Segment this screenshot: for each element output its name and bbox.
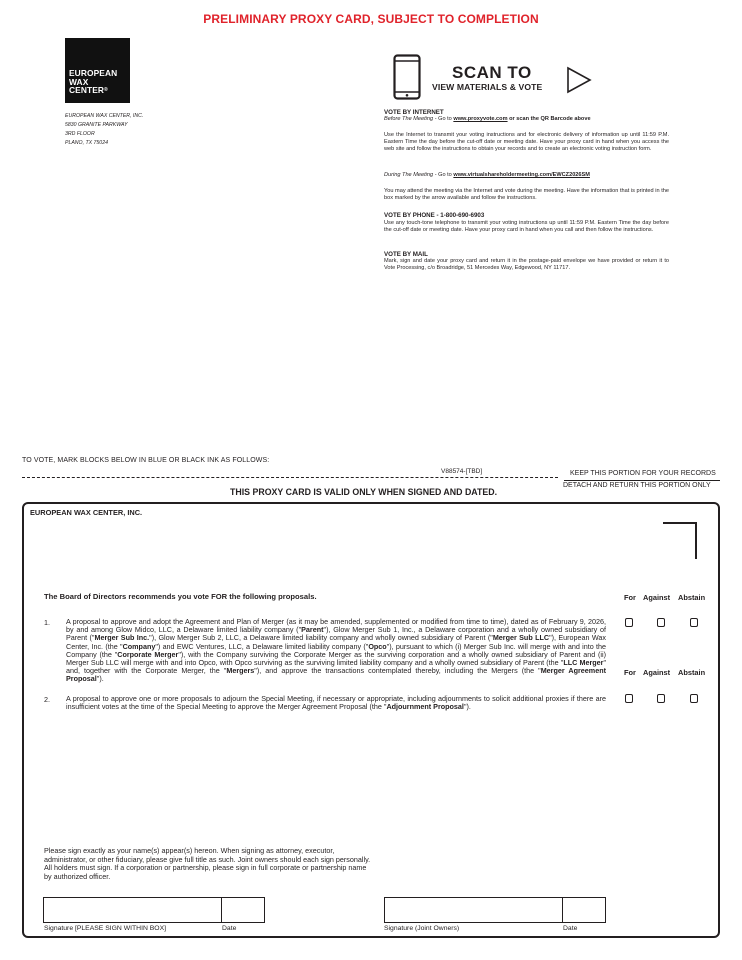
vote-mail-heading: VOTE BY MAIL	[384, 251, 428, 258]
proposal-2-abstain-checkbox[interactable]	[690, 694, 698, 703]
vote-phone-heading: VOTE BY PHONE - 1-800-690-6903	[384, 212, 485, 219]
proposal-1-against-checkbox[interactable]	[657, 618, 665, 627]
keep-divider	[564, 480, 720, 481]
scan-subtitle: VIEW MATERIALS & VOTE	[432, 82, 543, 92]
proposal-1-number: 1.	[44, 618, 50, 627]
column-abstain: Abstain	[678, 593, 706, 602]
date-label: Date	[222, 925, 237, 932]
column-against: Against	[643, 593, 671, 602]
page-title: PRELIMINARY PROXY CARD, SUBJECT TO COMPLETION	[203, 12, 539, 26]
signature-box[interactable]	[43, 897, 222, 923]
column-for: For	[624, 593, 636, 602]
company-logo	[65, 38, 130, 103]
signature-label: Signature [PLEASE SIGN WITHIN BOX]	[44, 925, 167, 932]
column-abstain: Abstain	[678, 668, 706, 677]
proposal-2-for-checkbox[interactable]	[625, 694, 633, 703]
logo-line: CENTER®	[69, 85, 108, 96]
vote-internet-text: Use the Internet to transmit your voting instructions and for electronic delivery of information up until 11:59 P.M. Eastern Time the day before the cut-off date or meeting date. Have your proxy card in hand when you access the web site and follow the instructions to obtain your records and to create an electronic voting instruction form.	[384, 132, 669, 153]
vote-mail-text: Mark, sign and date your proxy card and return it in the postage-paid envelope we have provided or return it to Vote Processing, c/o Broadridge, 51 Mercedes Way, Edgewood, NY 11717.	[384, 258, 669, 272]
phone-icon	[393, 54, 421, 100]
corner-mark	[663, 522, 697, 559]
virtual-meeting-link[interactable]: www.virtualshareholdermeeting.com/EWCZ2026SM	[453, 172, 590, 178]
keep-portion-label: KEEP THIS PORTION FOR YOUR RECORDS	[570, 470, 716, 477]
joint-signature-box[interactable]	[384, 897, 563, 923]
address-name: EUROPEAN WAX CENTER, INC.	[65, 113, 144, 119]
proposal-1-abstain-checkbox[interactable]	[690, 618, 698, 627]
valid-notice: THIS PROXY CARD IS VALID ONLY WHEN SIGNED AND DATED.	[230, 487, 498, 497]
vote-during-text: You may attend the meeting via the Internet and vote during the meeting. Have the information that is printed in the box marked by the arrow available and follow the instructions.	[384, 188, 669, 202]
logo-line: EUROPEAN	[69, 68, 118, 78]
proposal-2-against-checkbox[interactable]	[657, 694, 665, 703]
joint-date-label: Date	[563, 925, 578, 932]
registered-mark: ®	[104, 87, 108, 94]
proposal-1-text: A proposal to approve and adopt the Agreement and Plan of Merger (as it may be amended, supplemented or modified from time to time), dated as of February 9, 2026, by and among Glow Midco, LLC, a Delaware limited liability company ("Parent"), Glow Merger Sub 1, Inc., a Delaware corporation and a wholly owned subsidiary of Parent ("Merger Sub Inc."), Glow Merger Sub 2, LLC, a Delaware limited liability company and wholly owned subsidiary of Parent ("Merger Sub LLC"), European Wax Center, Inc. (the "Company") and EWC Ventures, LLC, a Delaware limited liability company ("Opco"), pursuant to which (i) Merger Sub Inc. will merge with and into the Company (the "Corporate Merger"), with the Company surviving the Corporate Merger as the surviving corporation and a wholly owned subsidiary of Parent and (ii) Merger Sub LLC will merge with and into Opco, with Opco surviving as the surviving limited liability company and a wholly owned subsidiary of Parent (the "LLC Merger" and, together with the Corporate Merger, the "Mergers"), and approve the transactions contemplated thereby, including the Mergers (the "Merger Agreement Proposal").	[66, 617, 607, 684]
company-address	[65, 112, 143, 148]
proposal-2-number: 2.	[44, 695, 50, 704]
detach-portion-label: DETACH AND RETURN THIS PORTION ONLY	[563, 482, 711, 489]
address-floor: 3RD FLOOR	[65, 131, 95, 137]
to-vote-instructions: TO VOTE, MARK BLOCKS BELOW IN BLUE OR BLACK INK AS FOLLOWS:	[22, 457, 270, 464]
control-number: V88574-[TBD]	[441, 468, 483, 475]
date-box[interactable]	[221, 897, 265, 923]
joint-signature-label: Signature (Joint Owners)	[384, 925, 460, 932]
vote-phone-text: Use any touch-tone telephone to transmit your voting instructions up until 11:59 P.M. Eastern Time the day before the cut-off date or meeting date. Have your proxy card in hand when you call and then follow the instructions.	[384, 220, 669, 234]
board-recommendation: The Board of Directors recommends you vote FOR the following proposals.	[44, 592, 317, 601]
play-arrow-icon	[566, 66, 592, 94]
signature-instructions: Please sign exactly as your name(s) appear(s) hereon. When signing as attorney, executor, administrator, or other fiduciary, please give full title as such. Joint owners should each sign personally. All holders must sign. If a corporation or partnership, please sign in full corporate or partnership name by authorized officer.	[44, 846, 371, 881]
vote-during-meeting: During The Meeting - Go to www.virtualshareholdermeeting.com/EWCZ2026SM	[384, 172, 590, 178]
address-street: 5830 GRANITE PARKWAY	[65, 122, 128, 128]
vote-internet-heading: VOTE BY INTERNET	[384, 109, 444, 116]
detach-line	[22, 477, 558, 478]
logo-line: WAX	[69, 76, 89, 87]
card-company-name: EUROPEAN WAX CENTER, INC.	[30, 508, 143, 517]
column-for: For	[624, 668, 636, 677]
column-against: Against	[643, 668, 671, 677]
scan-title: SCAN TO	[452, 63, 532, 82]
proxyvote-link[interactable]: www.proxyvote.com	[453, 116, 508, 122]
joint-date-box[interactable]	[562, 897, 606, 923]
address-city: PLANO, TX 75024	[65, 140, 108, 146]
proposal-2-text: A proposal to approve one or more proposals to adjourn the Special Meeting, if necessary or appropriate, including adjournments to solicit additional proxies if there are insufficient votes at the time of the Special Meeting to approve the Merger Agreement Proposal (the "Adjournment Proposal").	[66, 694, 606, 712]
vote-before-meeting: Before The Meeting - Go to www.proxyvote.com or scan the QR Barcode above	[384, 116, 591, 122]
proposal-1-for-checkbox[interactable]	[625, 618, 633, 627]
